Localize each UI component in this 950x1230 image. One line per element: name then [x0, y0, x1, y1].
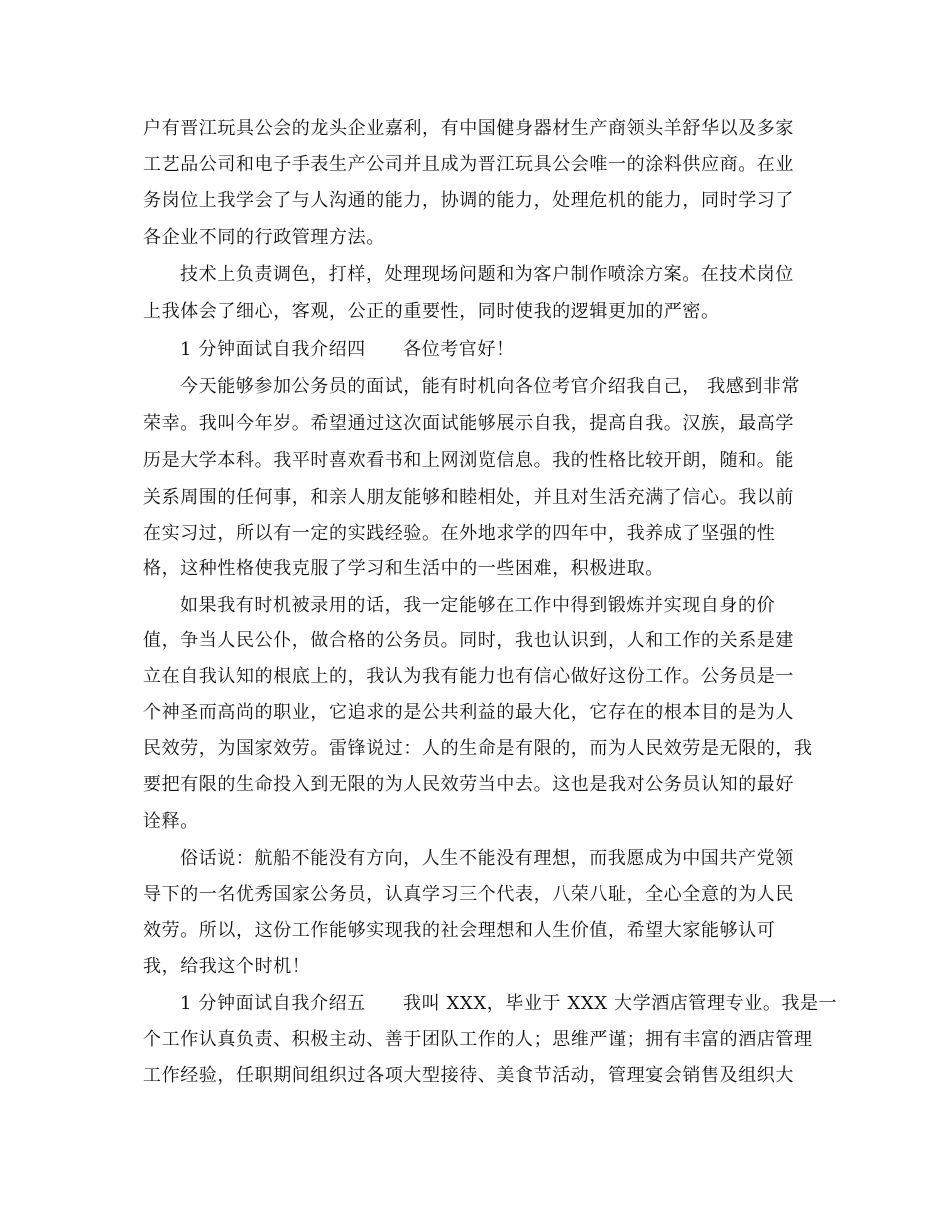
text-line: 格，这种性格使我克服了学习和生活中的一些困难，积极进取。 [143, 558, 664, 579]
text-line: 导下的一名优秀国家公务员，认真学习三个代表，八荣八耻，全心全意的为人民 [143, 884, 794, 905]
text-line: 工艺品公司和电子手表生产公司并且成为晋江玩具公会唯一的涂料供应商。在业 [143, 154, 794, 175]
text-line: 俗话说：航船不能没有方向，人生不能没有理想，而我愿成为中国共产党领 [180, 848, 794, 869]
text-line: 务岗位上我学会了与人沟通的能力，协调的能力，处理危机的能力，同时学习了 [143, 190, 794, 211]
section-heading: 1 分钟面试自我介绍四 各位考官好！ [180, 339, 515, 360]
text-line: 历是大学本科。我平时喜欢看书和上网浏览信息。我的性格比较开朗，随和。能 [143, 450, 794, 471]
text-line: 各企业不同的行政管理方法。 [143, 227, 385, 248]
text-line: 工作经验，任职期间组织过各项大型接待、美食节活动，管理宴会销售及组织大 [143, 1065, 794, 1086]
text-line: 个工作认真负责、积极主动、善于团队工作的人；思维严谨；拥有丰富的酒店管理 [143, 1029, 813, 1050]
section-heading: 1 分钟面试自我介绍五 我叫 XXX，毕业于 XXX 大学酒店管理专业。我是一 [180, 993, 838, 1014]
text-line: 上我体会了细心，客观，公正的重要性，同时使我的逻辑更加的严密。 [143, 301, 720, 322]
text-line: 效劳。所以，这份工作能够实现我的社会理想和人生价值，希望大家能够认可 [143, 920, 776, 941]
text-line: 在实习过，所以有一定的实践经验。在外地求学的四年中，我养成了坚强的性 [143, 523, 776, 544]
text-line: 诠释。 [143, 811, 199, 832]
text-line: 值，争当人民公仆，做合格的公务员。同时，我也认识到，人和工作的关系是建 [143, 630, 794, 651]
text-line: 要把有限的生命投入到无限的为人民效劳当中去。这也是我对公务员认知的最好 [143, 774, 794, 795]
text-line: 户有晋江玩具公会的龙头企业嘉利，有中国健身器材生产商领头羊舒华以及多家 [143, 118, 794, 139]
text-line: 荣幸。我叫今年岁。希望通过这次面试能够展示自我，提高自我。汉族，最高学 [143, 413, 794, 434]
text-line: 立在自我认知的根底上的，我认为我有能力也有信心做好这份工作。公务员是一 [143, 666, 794, 687]
text-line: 民效劳，为国家效劳。雷锋说过：人的生命是有限的，而为人民效劳是无限的，我 [143, 738, 813, 759]
text-line: 关系周围的任何事，和亲人朋友能够和睦相处，并且对生活充满了信心。我以前 [143, 487, 794, 508]
text-line: 我，给我这个时机！ [143, 956, 311, 977]
text-line: 技术上负责调色，打样，处理现场问题和为客户制作喷涂方案。在技术岗位 [180, 264, 794, 285]
text-line: 个神圣而高尚的职业，它追求的是公共利益的最大化，它存在的根本目的是为人 [143, 702, 794, 723]
text-line: 如果我有时机被录用的话，我一定能够在工作中得到锻炼并实现自身的价 [180, 595, 776, 616]
text-line: 今天能够参加公务员的面试，能有时机向各位考官介绍我自己， 我感到非常 [180, 376, 801, 397]
